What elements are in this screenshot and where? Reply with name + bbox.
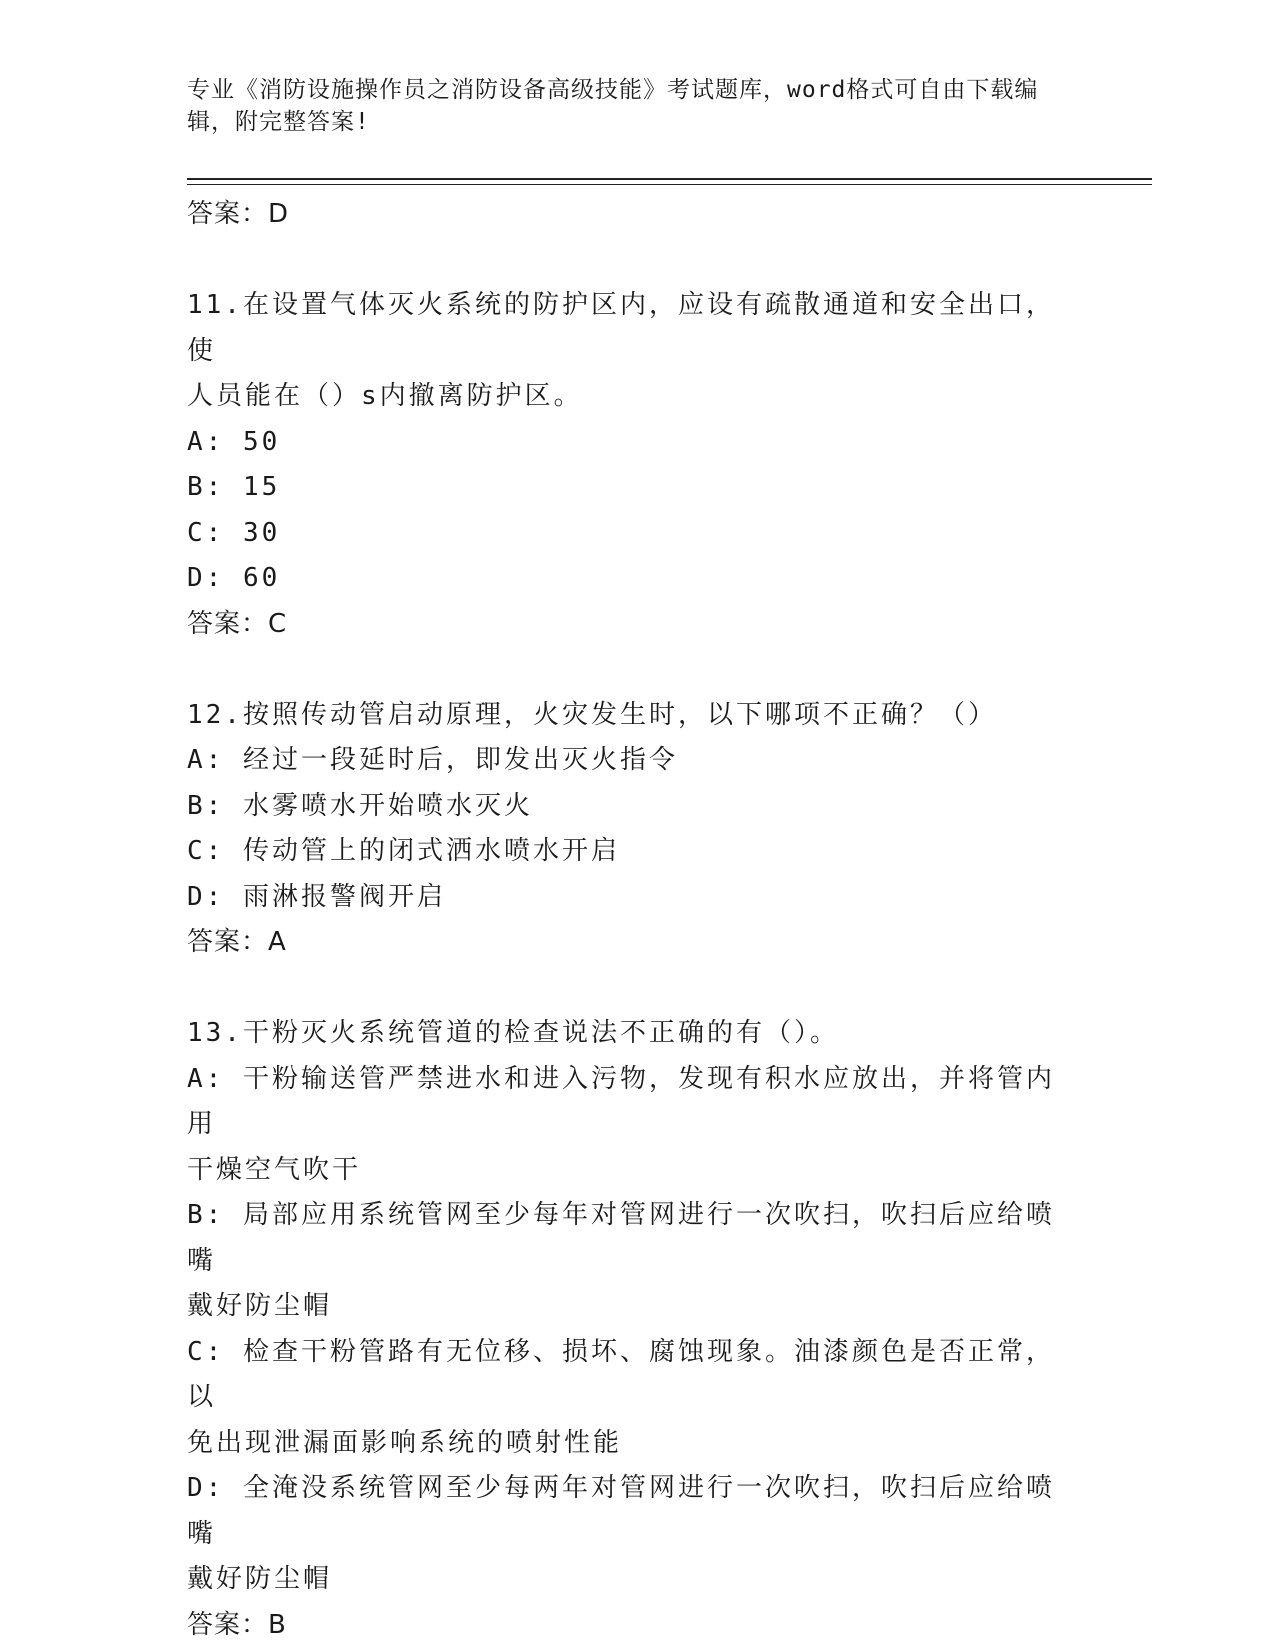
- option-a-line-2: 干燥空气吹干: [187, 1154, 362, 1185]
- answer: 答案：B: [187, 1609, 287, 1640]
- option-c: C: 传动管上的闭式洒水喷水开启: [187, 836, 620, 866]
- spacer: [187, 237, 1077, 283]
- page-header: [187, 74, 1067, 138]
- option-d-line-1: D: 全淹没系统管网至少每两年对管网进行一次吹扫，吹扫后应给喷嘴: [187, 1473, 1055, 1549]
- option-b-line-1: B: 局部应用系统管网至少每年对管网进行一次吹扫，吹扫后应给喷嘴: [187, 1200, 1055, 1276]
- option-a: A: 经过一段延时后，即发出灭火指令: [187, 745, 678, 775]
- question-11: [187, 283, 1077, 647]
- header-divider-thin: [187, 184, 1152, 185]
- question-list: [187, 192, 1077, 1648]
- option-c: C: 30: [187, 517, 281, 548]
- question-13: [187, 1011, 1077, 1648]
- spacer: [187, 647, 1077, 693]
- question-text-line: 13.干粉灭火系统管道的检查说法不正确的有（）。: [187, 1018, 839, 1048]
- option-c-line-1: C: 检查干粉管路有无位移、损坏、腐蚀现象。油漆颜色是否正常，以: [187, 1336, 1055, 1412]
- header-divider-thick: [187, 178, 1152, 180]
- option-a-line-1: A: 干粉输送管严禁进水和进入污物，发现有积水应放出，并将管内用: [187, 1063, 1055, 1139]
- option-b-line-2: 戴好防尘帽: [187, 1291, 333, 1321]
- option-c-line-2: 免出现泄漏面影响系统的喷射性能: [187, 1427, 623, 1458]
- question-text-line: 人员能在（）s内撤离防护区。: [187, 381, 583, 411]
- spacer: [187, 965, 1077, 1011]
- option-d: D: 60: [187, 563, 281, 593]
- option-b: B: 水雾喷水开始喷水灭火: [187, 790, 533, 821]
- option-b: B: 15: [187, 472, 281, 502]
- option-d-line-2: 戴好防尘帽: [187, 1564, 333, 1594]
- option-d: D: 雨淋报警阀开启: [187, 881, 446, 912]
- answer: 答案：C: [187, 608, 288, 639]
- header-line-2: 辑，附完整答案!: [187, 109, 370, 135]
- question-text-line: 12.按照传动管启动原理，火灾发生时，以下哪项不正确？（）: [187, 699, 997, 730]
- question-12: [187, 693, 1077, 966]
- header-line-1: 专业《消防设施操作员之消防设备高级技能》考试题库，word格式可自由下载编: [187, 77, 1039, 103]
- previous-answer: 答案：D: [187, 199, 290, 229]
- question-text-line: 11.在设置气体灭火系统的防护区内，应设有疏散通道和安全出口，使: [187, 290, 1055, 366]
- answer: 答案：A: [187, 927, 287, 957]
- option-a: A: 50: [187, 426, 281, 457]
